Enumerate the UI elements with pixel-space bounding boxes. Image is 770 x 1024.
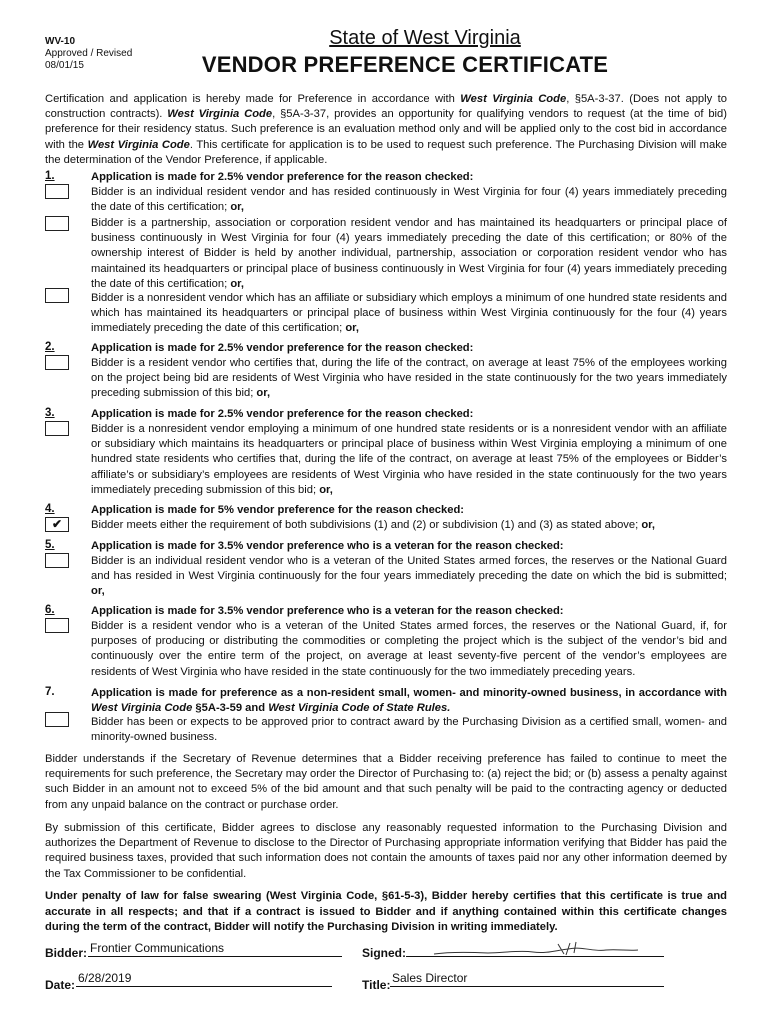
- preference-item-2: [45, 341, 727, 401]
- reason-6: Bidder is a resident vendor who is a veteran of the United States armed forces, the reserves or the National Guard, if, for purposes of producing or distributing the commodities or completing the project which is the subject of the vendor’s bid and continuously over the entire term of the project, on average at least seventy-five percent of the vendor’s employees are residents of West Virginia who have resided in the state continuously for the two immediately preceding years.: [91, 620, 727, 678]
- reason-5: Bidder is an individual resident vendor who is a veteran of the United States armed forces, the reserves or the National Guard and has resided in West Virginia continuously for the four years immediately preceding the date on which the bid is submitted; or,: [91, 555, 727, 598]
- penalty-paragraph: Bidder understands if the Secretary of Revenue determines that a Bidder receiving preference has failed to continue to meet the requirements for such preference, the Secretary may order the Director of Purchasing to: (a) reject the bid; or (b) assess a penalty against such Bidder in an amount not to exceed 5% of the bid amount and that such penalty will be paid to the contracting agency or deducted from any unpaid balance on the contract or purchase order.: [45, 753, 727, 811]
- checkbox-3[interactable]: [45, 421, 69, 436]
- intro-paragraph: Certification and application is hereby made for Preference in accordance with West Virginia Code, §5A-3-37. (Does not apply to construction contracts). West Virginia Code, §5A-3-37, provides an opportunity for qualifying vendors to request (at the time of bid) preference for their residency status. Such preference is an evaluation method only and will be applied only to the cost bid in accordance with the West Virginia Code. This certificate for application is to be used to request such preference. The Purchasing Division will make the determination of the Vendor Preference, if applicable.: [45, 93, 728, 166]
- preference-item-1: [45, 170, 727, 340]
- title-label: Title:: [362, 978, 391, 992]
- state-name: State of West Virginia: [329, 27, 521, 49]
- item-number: 7.: [45, 686, 55, 698]
- item-number: 5.: [45, 539, 55, 551]
- item-number: 3.: [45, 407, 55, 419]
- item-number: 6.: [45, 604, 55, 616]
- item-heading: Application is made for 3.5% vendor preference who is a veteran for the reason checked:: [91, 605, 564, 617]
- preference-item-5: [45, 539, 727, 601]
- preference-item-6: [45, 604, 727, 682]
- reason-1c: Bidder is a nonresident vendor which has an affiliate or subsidiary which employs a minimum of one hundred state residents and which has maintained its headquarters or principal place of business within West Virginia continuously for the four (4) years immediately preceding the date of this certification; or,: [91, 292, 727, 335]
- preference-item-3: [45, 407, 727, 499]
- reason-2: Bidder is a resident vendor who certifies that, during the life of the contract, on average at least 75% of the employees working on the project being bid are residents of West Virginia who have resided in the state continuously for the two years immediately preceding submission of this bid; or,: [91, 357, 727, 400]
- reason-1b: Bidder is a partnership, association or corporation resident vendor and has maintained its headquarters or principal place of business continuously in West Virginia for four (4) years immediately preceding the date of this certification; or 80% of the ownership interest of Bidder is held by another individual, partnership, association or corporation resident vendor who has maintained its headquarters or principal place of business continuously in West Virginia for four (4) years immediately preceding the date of this certification; or,: [91, 217, 727, 290]
- checkbox-6[interactable]: [45, 618, 69, 633]
- bidder-label: Bidder:: [45, 946, 87, 960]
- reason-3: Bidder is a nonresident vendor employing a minimum of one hundred state residents or is a nonresident vendor with an affiliate or subsidiary which maintains its headquarters or principal place of business within West Virginia employing a minimum of one hundred state residents who certifies that, during the life of the contract, on average at least 75% of the employees or Bidder’s affiliate’s or subsidiary’s employees are residents of West Virginia who have resided in the state continuously for the two years immediately preceding submission of this bid; or,: [91, 423, 727, 496]
- date-field[interactable]: 6/28/2019: [76, 970, 332, 987]
- checkbox-2[interactable]: [45, 355, 69, 370]
- disclosure-paragraph: By submission of this certificate, Bidder agrees to disclose any reasonably requested information to the Purchasing Division and authorizes the Department of Revenue to disclose to the Director of Purchasing appropriate information verifying that Bidder has paid the required business taxes, provided that such information does not contain the amounts of taxes paid nor any other information deemed by the Tax Commissioner to be confidential.: [45, 822, 727, 880]
- item-number: 2.: [45, 341, 55, 353]
- item-number: 4.: [45, 503, 55, 515]
- item-heading: Application is made for 2.5% vendor preference for the reason checked:: [91, 408, 474, 420]
- item-heading: Application is made for 3.5% vendor preference who is a veteran for the reason checked:: [91, 540, 564, 552]
- item-heading: Application is made for 2.5% vendor preference for the reason checked:: [91, 171, 474, 183]
- item-number: 1.: [45, 170, 55, 182]
- title-field[interactable]: Sales Director: [390, 970, 664, 987]
- checkbox-4[interactable]: ✔: [45, 517, 69, 532]
- preference-item-7: [45, 686, 727, 746]
- revision-date: 08/01/15: [45, 60, 84, 71]
- bidder-field[interactable]: Frontier Communications: [88, 940, 342, 957]
- reason-1a: Bidder is an individual resident vendor and has resided continuously in West Virginia for four (4) years immediately preceding the date of this certification; or,: [91, 186, 727, 214]
- item-heading: Application is made for preference as a non-resident small, women- and minority-owned business, in accordance with West Virginia Code §5A-3-59 and West Virginia Code of State Rules.: [91, 687, 727, 714]
- checkbox-1a[interactable]: [45, 184, 69, 199]
- reason-4: Bidder meets either the requirement of both subdivisions (1) and (2) or subdivision (1) and (3) as stated above; or,: [91, 519, 656, 531]
- reason-7: Bidder has been or expects to be approved prior to contract award by the Purchasing Division as a certified small, women- and minority-owned business.: [91, 716, 727, 744]
- form-code: WV-10: [45, 36, 76, 47]
- certification-paragraph: Under penalty of law for false swearing (West Virginia Code, §61-5-3), Bidder hereby certifies that this certificate is true and accurate in all respects; and that if a contract is issued to Bidder and if anything contained within this certificate changes during the term of the contract, Bidder will notify the Purchasing Division in writing immediately.: [45, 890, 727, 933]
- signed-label: Signed:: [362, 946, 406, 960]
- item-heading: Application is made for 5% vendor preference for the reason checked:: [91, 504, 465, 516]
- signature-field[interactable]: [406, 940, 664, 957]
- approval-status: Approved / Revised: [45, 48, 133, 59]
- checkbox-7[interactable]: [45, 712, 69, 727]
- checkbox-1b[interactable]: [45, 216, 69, 231]
- item-heading: Application is made for 2.5% vendor preference for the reason checked:: [91, 342, 474, 354]
- checkbox-1c[interactable]: [45, 288, 69, 303]
- preference-item-4: [45, 503, 727, 535]
- page-title: VENDOR PREFERENCE CERTIFICATE: [201, 52, 609, 77]
- signature-scribble: [408, 940, 664, 960]
- date-label: Date:: [45, 978, 76, 992]
- checkbox-5[interactable]: [45, 553, 69, 568]
